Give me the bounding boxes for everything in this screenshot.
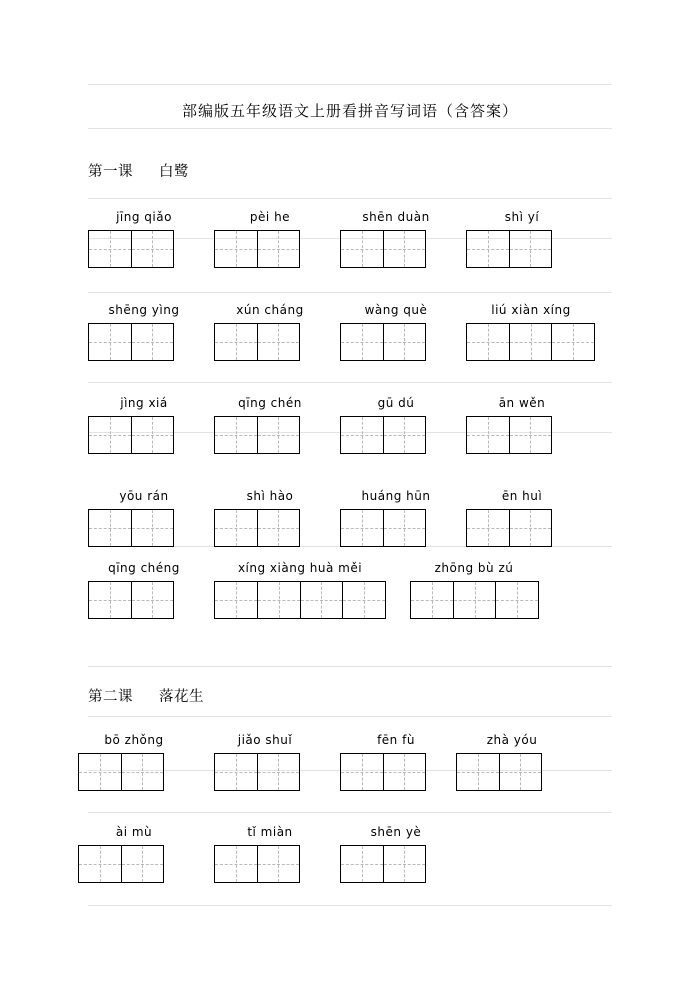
- answer-box-group[interactable]: [88, 416, 174, 454]
- page-rule: [88, 382, 612, 383]
- answer-box-group[interactable]: [214, 230, 300, 268]
- answer-cell[interactable]: [215, 846, 258, 882]
- exercise-row: [88, 210, 612, 270]
- answer-cell[interactable]: [122, 846, 164, 882]
- pinyin-label: yōu rán: [119, 489, 169, 503]
- answer-cell[interactable]: [258, 324, 300, 360]
- pinyin-line: [88, 561, 612, 581]
- answer-box-group[interactable]: [410, 581, 539, 619]
- pinyin-line: [88, 210, 612, 230]
- answer-cell[interactable]: [215, 582, 258, 618]
- answer-box-group[interactable]: [88, 230, 174, 268]
- exercise-row: [88, 733, 612, 793]
- answer-cell[interactable]: [132, 231, 174, 267]
- answer-box-group[interactable]: [214, 753, 300, 791]
- pinyin-label: tǐ miàn: [247, 825, 293, 839]
- exercise-row: [88, 825, 612, 885]
- pinyin-label: shēn yè: [370, 825, 422, 839]
- answer-cell[interactable]: [341, 754, 384, 790]
- answer-cell[interactable]: [89, 324, 132, 360]
- answer-box-group[interactable]: [214, 509, 300, 547]
- answer-grid-line: [88, 230, 612, 270]
- answer-grid-line: [88, 323, 612, 363]
- answer-grid-line: [88, 509, 612, 549]
- pinyin-label: qīng chéng: [108, 561, 180, 575]
- answer-cell[interactable]: [384, 324, 426, 360]
- answer-cell[interactable]: [510, 417, 552, 453]
- answer-cell[interactable]: [467, 417, 510, 453]
- pinyin-label: xún cháng: [236, 303, 304, 317]
- answer-cell[interactable]: [215, 417, 258, 453]
- lesson-2-number: 第二课: [88, 689, 133, 705]
- answer-cell[interactable]: [457, 754, 500, 790]
- answer-box-group[interactable]: [214, 416, 300, 454]
- answer-cell[interactable]: [79, 754, 122, 790]
- exercise-row: [88, 489, 612, 549]
- answer-cell[interactable]: [132, 510, 174, 546]
- answer-cell[interactable]: [341, 231, 384, 267]
- exercise-row: [88, 561, 612, 621]
- answer-cell[interactable]: [510, 510, 552, 546]
- answer-cell[interactable]: [258, 582, 301, 618]
- page-rule: [88, 812, 612, 813]
- pinyin-label: shēng yìng: [108, 303, 180, 317]
- answer-box-group[interactable]: [88, 581, 174, 619]
- answer-cell[interactable]: [341, 324, 384, 360]
- pinyin-label: bō zhǒng: [104, 733, 164, 747]
- answer-cell[interactable]: [215, 231, 258, 267]
- answer-cell[interactable]: [258, 754, 300, 790]
- answer-box-group[interactable]: [466, 416, 552, 454]
- answer-cell[interactable]: [454, 582, 497, 618]
- pinyin-label: shì yí: [504, 210, 540, 224]
- page-rule: [88, 716, 612, 717]
- answer-box-group[interactable]: [340, 509, 426, 547]
- answer-box-group[interactable]: [78, 753, 164, 791]
- answer-cell[interactable]: [552, 324, 594, 360]
- pinyin-label: wàng què: [364, 303, 428, 317]
- pinyin-label: gū dú: [377, 396, 415, 410]
- pinyin-label: ēn huì: [501, 489, 543, 503]
- pinyin-label: xíng xiàng huà měi: [237, 561, 363, 575]
- pinyin-label: ān wěn: [498, 396, 546, 410]
- answer-cell[interactable]: [132, 582, 174, 618]
- pinyin-label: liú xiàn xíng: [491, 303, 571, 317]
- pinyin-label: ài mù: [115, 825, 153, 839]
- answer-cell[interactable]: [215, 754, 258, 790]
- answer-cell[interactable]: [132, 417, 174, 453]
- pinyin-line: [88, 396, 612, 416]
- pinyin-label: jìng xiá: [120, 396, 168, 410]
- answer-box-group[interactable]: [466, 509, 552, 547]
- answer-cell[interactable]: [89, 417, 132, 453]
- page-rule: [88, 905, 612, 906]
- answer-cell[interactable]: [500, 754, 542, 790]
- page-rule: [88, 84, 612, 85]
- answer-grid-line: [88, 416, 612, 456]
- answer-cell[interactable]: [301, 582, 344, 618]
- answer-cell[interactable]: [384, 510, 426, 546]
- answer-box-group[interactable]: [340, 845, 426, 883]
- pinyin-label: pèi he: [249, 210, 291, 224]
- page-title: 部编版五年级语文上册看拼音写词语（含答案）: [181, 102, 518, 120]
- pinyin-label: huáng hūn: [361, 489, 431, 503]
- answer-cell[interactable]: [79, 846, 122, 882]
- answer-cell[interactable]: [132, 324, 174, 360]
- answer-box-group[interactable]: [340, 753, 426, 791]
- answer-cell[interactable]: [89, 510, 132, 546]
- answer-box-group[interactable]: [456, 753, 542, 791]
- answer-box-group[interactable]: [214, 581, 386, 619]
- pinyin-label: shì hào: [246, 489, 294, 503]
- pinyin-label: fēn fù: [377, 733, 415, 747]
- answer-cell[interactable]: [467, 324, 510, 360]
- answer-cell[interactable]: [467, 231, 510, 267]
- answer-cell[interactable]: [215, 324, 258, 360]
- page-rule: [88, 128, 612, 129]
- answer-box-group[interactable]: [214, 323, 300, 361]
- lesson-1-name: 白鹭: [159, 164, 189, 180]
- lesson-2-name: 落花生: [159, 689, 204, 705]
- answer-cell[interactable]: [89, 231, 132, 267]
- pinyin-label: jiǎo shuǐ: [237, 733, 293, 747]
- answer-cell[interactable]: [411, 582, 454, 618]
- page-rule: [88, 292, 612, 293]
- answer-cell[interactable]: [215, 510, 258, 546]
- pinyin-label: jīng qiǎo: [116, 210, 172, 224]
- answer-cell[interactable]: [258, 417, 300, 453]
- pinyin-line: [88, 733, 612, 753]
- answer-cell[interactable]: [343, 582, 385, 618]
- page-rule: [88, 198, 612, 199]
- lesson-1-number: 第一课: [88, 164, 133, 180]
- answer-cell[interactable]: [384, 846, 426, 882]
- pinyin-label: shēn duàn: [362, 210, 430, 224]
- lesson-2-heading: [88, 685, 204, 706]
- answer-box-group[interactable]: [214, 845, 300, 883]
- pinyin-label: zhōng bù zú: [434, 561, 514, 575]
- answer-cell[interactable]: [496, 582, 538, 618]
- answer-box-group[interactable]: [78, 845, 164, 883]
- answer-cell[interactable]: [384, 754, 426, 790]
- answer-cell[interactable]: [258, 846, 300, 882]
- exercise-row: [88, 303, 612, 363]
- answer-cell[interactable]: [341, 510, 384, 546]
- lesson-1-heading: [88, 160, 189, 181]
- answer-box-group[interactable]: [88, 509, 174, 547]
- answer-grid-line: [88, 581, 612, 621]
- answer-box-group[interactable]: [466, 323, 595, 361]
- answer-box-group[interactable]: [340, 323, 426, 361]
- answer-cell[interactable]: [384, 417, 426, 453]
- exercise-row: [88, 396, 612, 456]
- answer-cell[interactable]: [341, 846, 384, 882]
- answer-grid-line: [88, 845, 612, 885]
- answer-cell[interactable]: [384, 231, 426, 267]
- pinyin-line: [88, 303, 612, 323]
- answer-cell[interactable]: [258, 231, 300, 267]
- answer-cell[interactable]: [341, 417, 384, 453]
- answer-cell[interactable]: [258, 510, 300, 546]
- pinyin-label: zhà yóu: [486, 733, 538, 747]
- pinyin-label: qīng chén: [238, 396, 302, 410]
- answer-cell[interactable]: [510, 231, 552, 267]
- answer-box-group[interactable]: [340, 230, 426, 268]
- pinyin-line: [88, 825, 612, 845]
- answer-cell[interactable]: [122, 754, 164, 790]
- answer-grid-line: [88, 753, 612, 793]
- pinyin-line: [88, 489, 612, 509]
- answer-box-group[interactable]: [466, 230, 552, 268]
- answer-box-group[interactable]: [88, 323, 174, 361]
- answer-cell[interactable]: [510, 324, 553, 360]
- page-rule: [88, 666, 612, 667]
- answer-cell[interactable]: [89, 582, 132, 618]
- answer-cell[interactable]: [467, 510, 510, 546]
- answer-box-group[interactable]: [340, 416, 426, 454]
